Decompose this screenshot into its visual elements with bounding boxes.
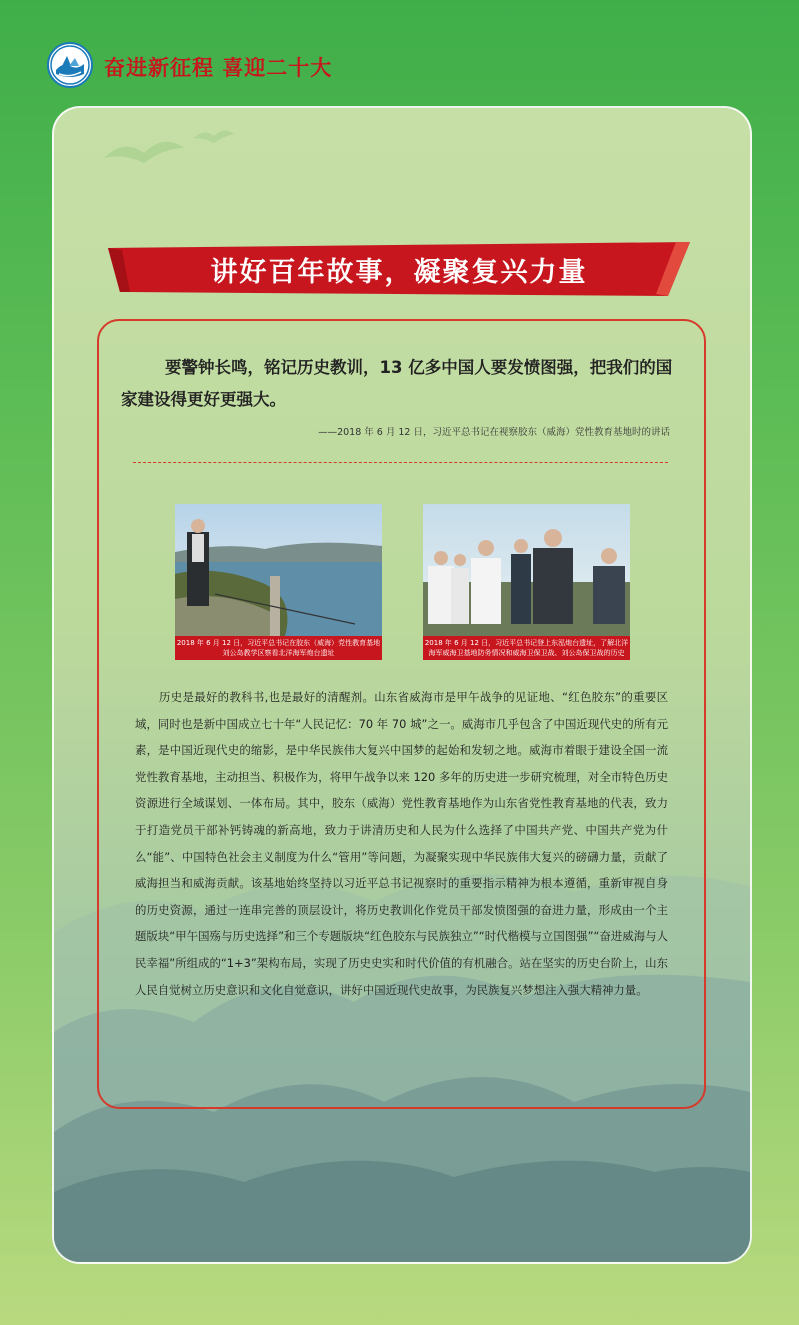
dashed-divider [133,462,668,463]
photo-group-visit [423,504,630,636]
section-banner [108,242,690,296]
quote-text: 要警钟长鸣，铭记历史教训，13 亿多中国人要发愤图强，把我们的国家建设得更好更强大。 [121,358,673,409]
photo-caption: 2018 年 6 月 12 日，习近平总书记登上东泓炮台遗址，了解北洋海军威海卫基地防务情况和威海卫保卫战、刘公岛保卫战的历史 [423,636,630,660]
body-paragraph: 历史是最好的教科书,也是最好的清醒剂。山东省威海市是甲午战争的见证地、“红色胶东”的重要区域，同时也是新中国成立七十年“人民记忆：70 年 70 城”之一。威海市几乎包含了中国近现代史的所有元素，是中国近现代史的缩影，是中华民族伟大复兴中国梦的起始和发轫之地。威海市着眼于建设全国一流党性教育基地，主动担当、积极作为，将甲午战争以来 120 多年的历史进一步研究梳理，对全市特色历史资源进行全域谋划、一体布局。其中，胶东（威海）党性教育基地作为山东省党性教育基地的代表，致力于打造党员干部补钙铸魂的新高地，致力于讲清历史和人民为什么选择了中国共产党、中国共产党为什么“能”、中国特色社会主义制度为什么“管用”等问题，为凝聚实现中华民族伟大复兴的磅礴力量，贡献了威海担当和威海贡献。该基地始终坚持以习近平总书记视察时的重要指示精神为根本遵循，重新审视自身的历史资源，通过一连串完善的顶层设计，将历史教训化作党员干部发愤图强的奋进力量，形成由一个主题版块“甲午国殇与历史选择”和三个专题版块“红色胶东与民族独立”“时代楷模与立国图强”“奋进威海与人民幸福”所组成的“1+3”架构布局，实现了历史史实和时代价值的有机融合。站在坚实的历史台阶上，山东人民自觉树立历史意识和文化自觉意识，讲好中国近现代史故事，为民族复兴梦想注入强大精神力量。 [135,690,668,997]
bird-silhouette-icon [74,118,274,198]
photo-coastline-visit [175,504,382,636]
banner-title: 讲好百年故事，凝聚复兴力量 [210,256,588,288]
school-emblem-icon [47,42,93,88]
quote-source: ——2018 年 6 月 12 日，习近平总书记在视察胶东（威海）党性教育基地时的讲话 [318,427,670,438]
page-header-title: 奋进新征程 喜迎二十大 [104,56,333,80]
photo-caption: 2018 年 6 月 12 日，习近平总书记在胶东（威海）党性教育基地刘公岛教学区察看北洋海军炮台遗址 [175,636,382,660]
